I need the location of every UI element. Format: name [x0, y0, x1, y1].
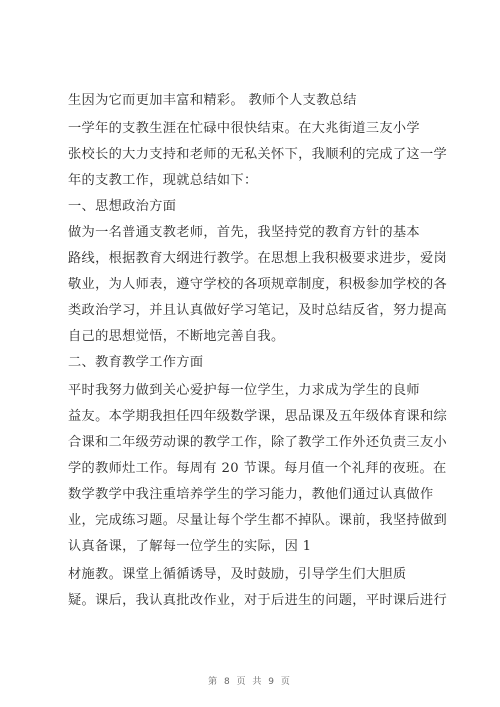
text-line: 路线，根据教育大纲进行教学。在思想上我积极要求进步，爱岗	[68, 251, 448, 266]
page-number-footer: 第 8 页 共 9 页	[208, 677, 292, 687]
text-line: 学的教师灶工作。每周有 20 节课。每月值一个礼拜的夜班。在	[68, 461, 447, 476]
section-heading: 一、思想政治方面	[68, 199, 177, 214]
text-line: 张校长的大力支持和老师的无私关怀下，我顺利的完成了这一学	[68, 147, 448, 162]
text-line: 敬业，为人师表，遵守学校的各项规章制度，积极参加学校的各	[68, 277, 448, 292]
text-line: 做为一名普通支教老师，首先，我坚持党的教育方针的基本	[68, 225, 420, 240]
text-line: 年的支教工作，现就总结如下：	[68, 173, 258, 188]
text-line: 平时我努力做到关心爱护每一位学生，力求成为学生的良师	[68, 383, 420, 398]
text-line: 数学教学中我注重培养学生的学习能力，教他们通过认真做作	[68, 487, 434, 502]
text-line: 材施教。课堂上循循诱导，及时鼓励，引导学生们大胆质	[68, 567, 407, 582]
text-line: 合课和二年级劳动课的教学工作，除了教学工作外还负责三友小	[68, 435, 448, 450]
text-line: 自己的思想觉悟，不断地完善自我。	[68, 329, 285, 344]
section-heading: 二、教育教学工作方面	[68, 355, 204, 370]
text-line: 一学年的支教生涯在忙碌中很快结束。在大兆街道三友小学	[68, 121, 420, 136]
text-line: 疑。课后，我认真批改作业，对于后进生的问题，平时课后进行	[68, 593, 448, 608]
text-line: 生因为它而更加丰富和精彩。 教师个人支教总结	[68, 93, 357, 108]
text-line: 类政治学习，并且认真做好学习笔记，及时总结反省，努力提高	[68, 303, 448, 318]
text-line: 业，完成练习题。尽量让每个学生都不掉队。课前，我坚持做到	[68, 513, 448, 528]
text-line: 认真备课，了解每一位学生的实际，因 1	[68, 539, 312, 554]
text-line: 益友。本学期我担任四年级数学课，思品课及五年级体育课和综	[68, 409, 448, 424]
